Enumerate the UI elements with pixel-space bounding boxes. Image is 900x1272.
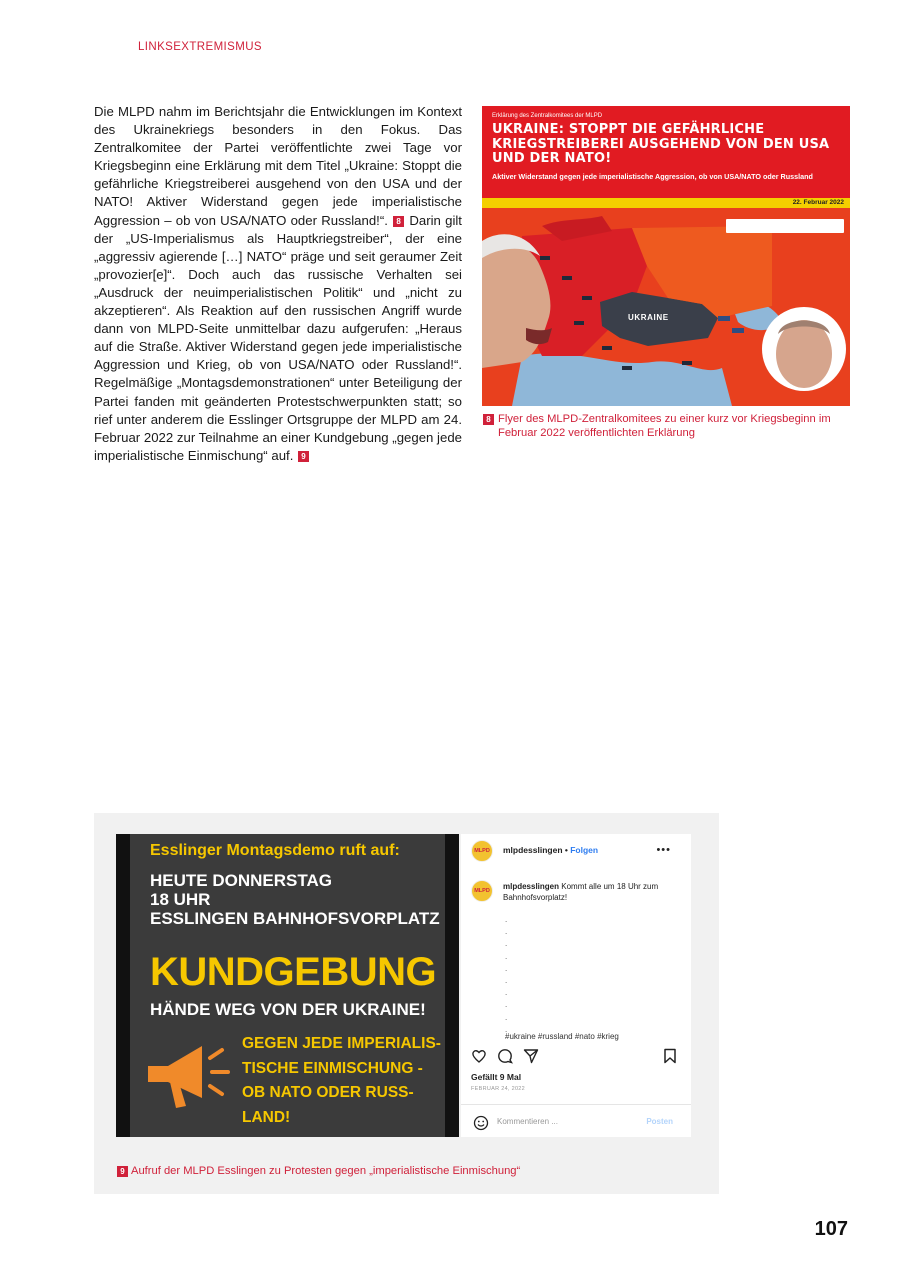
caption-badge-9: 9 [117,1166,128,1177]
flyer-image [482,106,850,406]
divider [461,1104,691,1105]
post-comment-button[interactable]: Posten [646,1117,673,1126]
comment-text: Kommt alle um 18 Uhr zum Bahnhofsvorplatz! [503,882,659,902]
heart-icon[interactable] [471,1048,487,1064]
poster-time: 18 UHR [150,890,211,909]
poster-right-border [445,834,459,1137]
follow-button[interactable]: Folgen [570,845,599,855]
avatar[interactable]: MLPD [471,840,493,862]
figure-ref-9[interactable]: 9 [298,451,309,462]
body-text-part2: Darin gilt der „US-Imperialismus als Hauptkriegstreiber“, der eine „aggressiv agierende […] NATO“ präge und seit geraumer Zeit „provozier[e]“. Doch auch das russische Verhalten sei „Ausdruck der neuimperialistischen Politik“ und „nicht zu akzeptieren“. Als Reaktion auf den russischen Angriff wurde dann von MLPD-Seite unmittelbar dazu aufgerufen: „Heraus auf die Straße. Aktiver Widerstand gegen jede imperialistische Aggression und Krieg, ob von USA/NATO oder Russland!“. Regelmäßige „Montagsdemonstrationen“ unter Beteiligung der Partei fanden mit geänderten Protestschwerpunkten statt; so rief unter anderem die Esslinger Ortsgruppe der MLPD am 24. Februar 2022 zur Teilnahme an einer Kundgebung „gegen jede imperialistische Einmischung“ auf. [94,212,462,463]
flyer-legend [726,219,844,233]
separator: • [562,845,571,855]
figure-caption-9 [116,1164,706,1178]
like-count[interactable]: Gefällt 9 Mal [471,1072,522,1082]
poster-demand-line: GEGEN JEDE IMPERIALIS- [242,1035,441,1052]
instagram-post [461,834,691,1137]
figure-caption-8 [482,412,850,440]
flyer-header [482,106,850,206]
flyer-map-label-ukraine: UKRAINE [628,313,669,322]
poster-demand-line: LAND! [242,1108,291,1126]
caption-badge-8: 8 [483,414,494,425]
comment-input[interactable]: Kommentieren ... [497,1117,558,1126]
figure-ref-8[interactable]: 8 [393,216,404,227]
poster-location: ESSLINGEN BAHNHOFSVORPLATZ [150,909,440,928]
comment-username[interactable]: mlpdesslingen [503,882,560,891]
poster-slogan: HÄNDE WEG VON DER UKRAINE! [150,1000,426,1019]
username[interactable]: mlpdesslingen [503,845,563,855]
flyer-subline: Aktiver Widerstand gegen jede imperialistische Aggression, ob von USA/NATO oder Russland [492,171,813,181]
section-label: LINKSEXTREMISMUS [138,41,262,53]
caption-dots: . . . . . . . . . . [505,915,508,1034]
flyer-headline: UKRAINE: STOPPT DIE GEFÄHRLICHE KRIEGSTREIBEREI AUSGEHEND VON DEN USA UND DER NATO! [492,122,830,166]
hashtags[interactable]: #ukraine #russland #nato #krieg [505,1032,619,1041]
emoji-icon[interactable] [473,1115,489,1131]
poster-demands [242,1032,441,1130]
body-text-part1: Die MLPD nahm im Berichtsjahr die Entwicklungen im Kontext des Ukrainekriegs besonders in den Fokus. Das Zentralkomitee der Partei veröffentlichte zwei Tage vor Kriegsbeginn eine Erklärung mit dem Titel „Ukraine: Stoppt die gefährliche Kriegstreiberei ausgehend von den USA und der NATO! Aktiver Widerstand gegen jede imperialistische Aggression – ob von USA/NATO oder Russland!“. [94,104,462,228]
body-paragraph [94,103,462,465]
caption-text-8: Flyer des MLPD-Zentralkomitees zu einer kurz vor Kriegsbeginn im Februar 2022 veröffentlichten Erklärung [498,413,831,439]
demo-poster-image [116,834,459,1137]
caption-text-9: Aufruf der MLPD Esslingen zu Protesten gegen „imperialistische Einmischung“ [131,1165,521,1177]
flyer-date-bar [482,198,850,208]
poster-left-border [116,834,130,1137]
poster-event-details [150,871,440,928]
comment-icon[interactable] [497,1048,513,1064]
poster-demand-line: OB NATO ODER RUSS- [242,1084,414,1101]
comment-avatar[interactable]: MLPD [471,880,493,902]
post-action-bar [471,1048,681,1064]
post-date: FEBRUAR 24, 2022 [471,1086,526,1092]
post-caption [503,882,683,903]
flyer-date: 22. Februar 2022 [792,199,844,206]
share-icon[interactable] [523,1048,539,1064]
bookmark-icon[interactable] [663,1048,677,1064]
post-header [503,845,598,855]
megaphone-icon [146,1036,234,1112]
poster-demand-line: TISCHE EINMISCHUNG - [242,1059,423,1077]
poster-day: HEUTE DONNERSTAG [150,871,332,890]
poster-kicker: Esslinger Montagsdemo ruft auf: [150,842,400,859]
poster-headline: KUNDGEBUNG [150,950,437,994]
flyer-kicker: Erklärung des Zentralkomitees der MLPD [492,113,603,119]
more-options-icon[interactable]: ••• [656,844,671,856]
page-number: 107 [814,1218,848,1240]
